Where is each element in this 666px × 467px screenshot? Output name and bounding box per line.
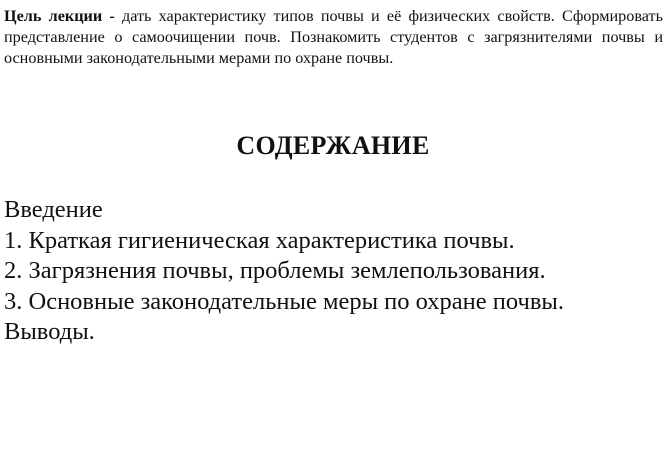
- contents-heading: СОДЕРЖАНИЕ: [236, 131, 430, 160]
- contents-item-introduction: Введение: [4, 196, 103, 223]
- contents-item-3: 3. Основные законодательные меры по охране почвы.: [4, 287, 564, 315]
- contents-item-2: 2. Загрязнения почвы, проблемы землепользования.: [4, 257, 546, 284]
- contents-item-conclusions: Выводы.: [4, 318, 95, 345]
- contents-list: [4, 195, 664, 348]
- contents-item-1: 1. Краткая гигиеническая характеристика почвы.: [4, 226, 515, 254]
- lecture-goal-text: дать характеристику типов почвы и её физических свойств. Сформировать представление о самоочищении почв. Познакомить студентов с загрязнителями почвы и основными законодательными мерами по охране почвы.: [4, 7, 663, 67]
- lecture-goal-label: Цель лекции -: [4, 7, 115, 25]
- lecture-goal-paragraph: [4, 6, 663, 69]
